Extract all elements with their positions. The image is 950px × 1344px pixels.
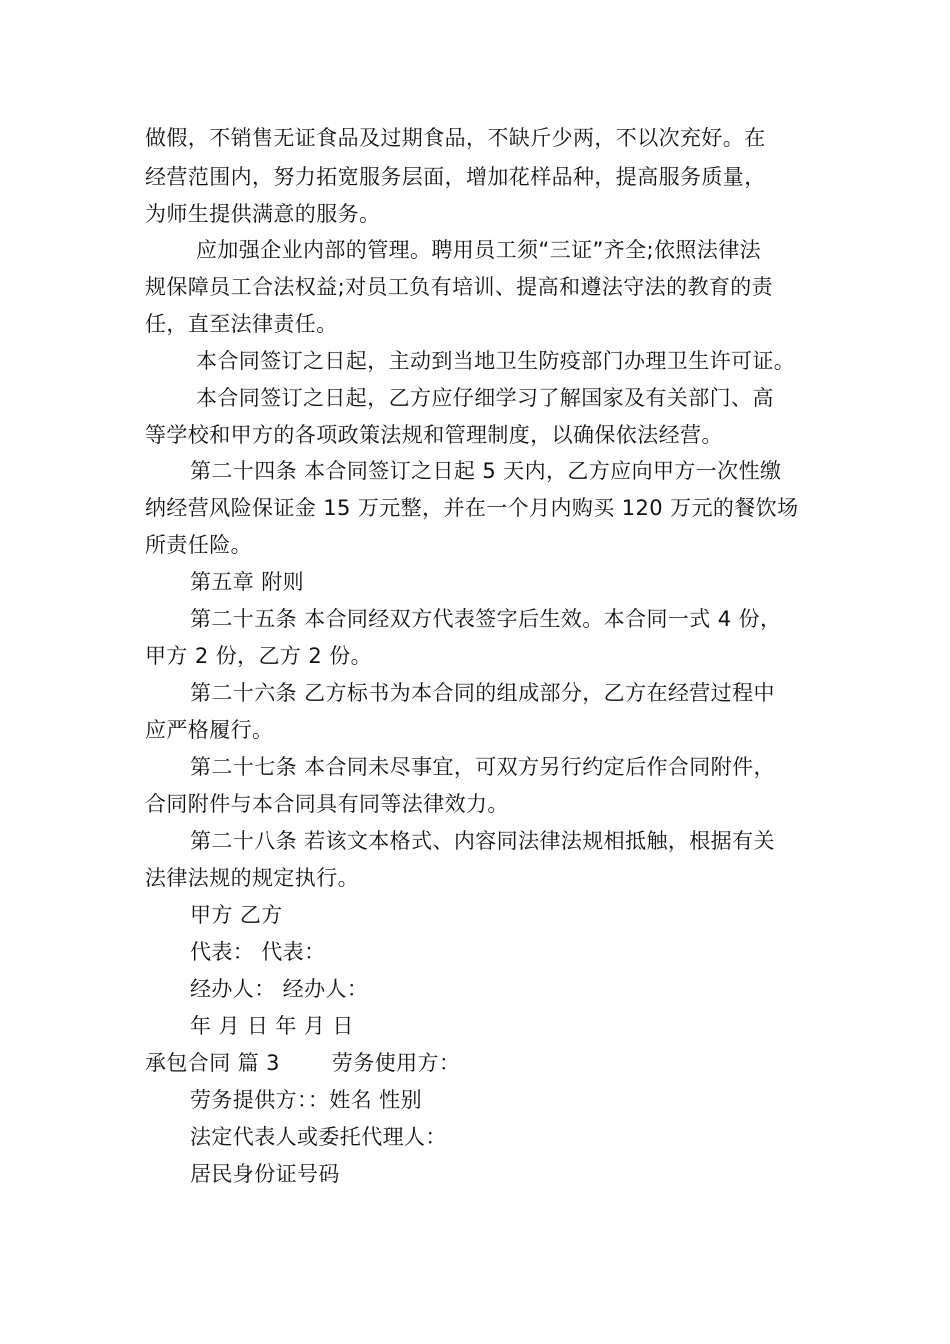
text-line: 居民身份证号码 [190, 1162, 340, 1186]
text-line: 做假，不销售无证食品及过期食品，不缺斤少两，不以次充好。在 [145, 126, 766, 150]
text-line: 为师生提供满意的服务。 [145, 202, 381, 226]
signature-parties: 甲方 乙方 [190, 903, 283, 927]
text-line: 合同附件与本合同具有同等法律效力。 [145, 792, 509, 816]
text-line: 本合同签订之日起，乙方应仔细学习了解国家及有关部门、高 [196, 386, 774, 410]
section-heading: 承包合同 篇 3 [145, 1051, 280, 1075]
text-line: 所责任险。 [145, 533, 252, 557]
text-line: 纳经营风险保证金 15 万元整，并在一个月内购买 120 万元的餐饮场 [145, 496, 799, 520]
text-line: 第二十六条 乙方标书为本合同的组成部分，乙方在经营过程中 [190, 681, 775, 705]
text-line: 应严格履行。 [145, 718, 274, 742]
text-line: 第二十四条 本合同签订之日起 5 天内，乙方应向甲方一次性缴 [190, 459, 782, 483]
text-line: 法律法规的规定执行。 [145, 866, 359, 890]
labor-user-label: 劳务使用方： [331, 1051, 461, 1075]
signature-handlers: 经办人： 经办人： [190, 977, 369, 1001]
text-line: 经营范围内，努力拓宽服务层面，增加花样品种，提高服务质量， [145, 165, 766, 189]
signature-dates: 年 月 日 年 月 日 [190, 1014, 354, 1038]
text-line: 第二十七条 本合同未尽事宜，可双方另行约定后作合同附件， [190, 755, 775, 779]
text-line: 等学校和甲方的各项政策法规和管理制度，以确保依法经营。 [145, 423, 723, 447]
chapter-heading: 第五章 附则 [190, 570, 305, 594]
text-line: 任，直至法律责任。 [145, 312, 338, 336]
section-heading-line [145, 1049, 460, 1077]
text-line: 法定代表人或委托代理人： [190, 1125, 447, 1149]
text-line: 甲方 2 份，乙方 2 份。 [145, 644, 373, 668]
text-line: 第二十五条 本合同经双方代表签字后生效。本合同一式 4 份， [190, 607, 782, 631]
text-line: 规保障员工合法权益;对员工负有培训、提高和遵法守法的教育的责 [145, 275, 774, 299]
text-line: 第二十八条 若该文本格式、内容同法律法规相抵触，根据有关 [190, 829, 775, 853]
signature-representatives: 代表： 代表： [190, 940, 326, 964]
text-line: 本合同签订之日起，主动到当地卫生防疫部门办理卫生许可证。 [196, 349, 796, 373]
text-line: 劳务提供方：：姓名 性别 [190, 1088, 422, 1112]
text-line: 应加强企业内部的管理。聘用员工须“三证”齐全;依照法律法 [196, 238, 762, 262]
